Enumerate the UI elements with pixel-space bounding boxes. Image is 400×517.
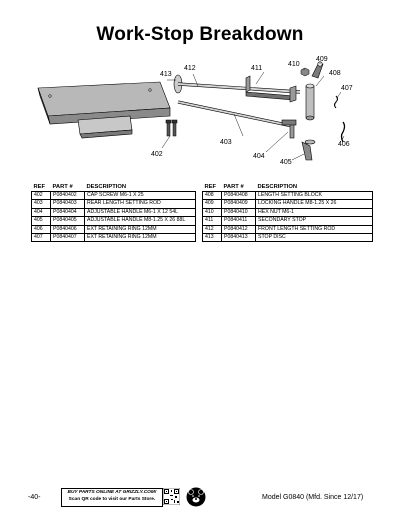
- page-footer: [0, 486, 400, 510]
- ref-header: REF: [33, 184, 46, 190]
- part-number-cell: P0840407: [51, 234, 85, 242]
- part-number-cell: P0840408: [222, 192, 256, 200]
- callout-404: 404: [253, 153, 265, 160]
- table-row: [203, 200, 373, 208]
- table-base-illustration: [38, 82, 170, 138]
- ref-cell: 405: [32, 217, 51, 225]
- part-number-cell: P0840409: [222, 200, 256, 208]
- hex-nut-part: [301, 68, 309, 76]
- callout-409: 409: [316, 56, 328, 63]
- callout-412: 412: [184, 65, 196, 72]
- table-row: [32, 208, 196, 216]
- grizzly-bear-logo-icon: [186, 487, 206, 507]
- description-cell: SECONDARY STOP: [256, 217, 373, 225]
- ref-cell: 406: [32, 225, 51, 233]
- part-number-cell: P0840413: [222, 234, 256, 242]
- page-title: Work-Stop Breakdown: [96, 24, 304, 45]
- table-row: [32, 200, 196, 208]
- qr-code-icon[interactable]: [163, 488, 180, 505]
- part-number-cell: P0840412: [222, 225, 256, 233]
- ref-cell: 412: [203, 225, 222, 233]
- ref-cell: 413: [203, 234, 222, 242]
- callout-406: 406: [338, 141, 350, 148]
- length-setting-block-part: [306, 84, 314, 120]
- part-number-cell: P0840402: [51, 192, 85, 200]
- callout-405: 405: [280, 159, 292, 166]
- table-row: [32, 192, 196, 200]
- front-rod-part: [178, 84, 300, 92]
- parts-table-left: [31, 184, 196, 242]
- page-number: -40-: [28, 494, 41, 501]
- table-row: [203, 208, 373, 216]
- buy-parts-subline: Scan QR code to visit our Parts Store.: [68, 497, 156, 502]
- parts-table-header: [203, 184, 373, 192]
- table-row: [32, 217, 196, 225]
- callout-410: 410: [288, 61, 300, 68]
- callout-407: 407: [341, 85, 353, 92]
- table-row: [203, 192, 373, 200]
- description-cell: LOCKING HANDLE M8-1.25 X 26: [256, 200, 373, 208]
- callout-402: 402: [151, 151, 163, 158]
- part-number-header: PART #: [52, 184, 73, 190]
- buy-parts-box[interactable]: [61, 488, 163, 507]
- exploded-parts-diagram: [20, 50, 380, 180]
- part-number-cell: P0840404: [51, 208, 85, 216]
- table-row: [32, 234, 196, 242]
- locking-handle-part: [312, 62, 323, 78]
- ref-cell: 404: [32, 208, 51, 216]
- description-cell: REAR LENGTH SETTING ROD: [85, 200, 196, 208]
- part-number-cell: P0840410: [222, 208, 256, 216]
- parts-table-header: [32, 184, 196, 192]
- description-cell: ADJUSTABLE HANDLE M8-1.25 X 26 88L: [85, 217, 196, 225]
- description-cell: FRONT LENGTH SETTING ROD: [256, 225, 373, 233]
- ref-cell: 402: [32, 192, 51, 200]
- callout-408: 408: [329, 70, 341, 77]
- description-cell: EXT RETAINING RING 12MM: [85, 225, 196, 233]
- rear-rod-part: [178, 102, 292, 126]
- table-row: [203, 217, 373, 225]
- cap-screw-part: [166, 120, 177, 136]
- model-label: Model G0840 (Mfd. Since 12/17): [262, 494, 364, 501]
- ref-cell: 403: [32, 200, 51, 208]
- callout-403: 403: [220, 139, 232, 146]
- ref-cell: 408: [203, 192, 222, 200]
- table-row: [32, 225, 196, 233]
- description-header: DESCRIPTION: [86, 184, 127, 190]
- buy-parts-headline: BUY PARTS ONLINE AT GRIZZLY.COM!: [67, 490, 157, 495]
- description-cell: HEX NUT M6-1: [256, 208, 373, 216]
- part-number-cell: P0840405: [51, 217, 85, 225]
- ref-header: REF: [204, 184, 217, 190]
- description-cell: CAP SCREW M6-1 X 25: [85, 192, 196, 200]
- callout-411: 411: [251, 65, 263, 72]
- table-row: [203, 225, 373, 233]
- parts-table-right: [202, 184, 373, 242]
- part-number-header: PART #: [223, 184, 244, 190]
- table-row: [203, 234, 373, 242]
- description-cell: ADJUSTABLE HANDLE M6-1 X 12 54L: [85, 208, 196, 216]
- part-number-cell: P0840406: [51, 225, 85, 233]
- adjustable-handle-405-part: [302, 140, 315, 160]
- part-number-cell: P0840403: [51, 200, 85, 208]
- ref-cell: 411: [203, 217, 222, 225]
- ref-cell: 407: [32, 234, 51, 242]
- description-cell: LENGTH SETTING BLOCK: [256, 192, 373, 200]
- description-cell: EXT RETAINING RING 12MM: [85, 234, 196, 242]
- description-cell: STOP DISC: [256, 234, 373, 242]
- part-number-cell: P0840411: [222, 217, 256, 225]
- callout-413: 413: [160, 71, 172, 78]
- ref-cell: 410: [203, 208, 222, 216]
- description-header: DESCRIPTION: [257, 184, 298, 190]
- retaining-ring-406-part: [342, 122, 345, 142]
- ref-cell: 409: [203, 200, 222, 208]
